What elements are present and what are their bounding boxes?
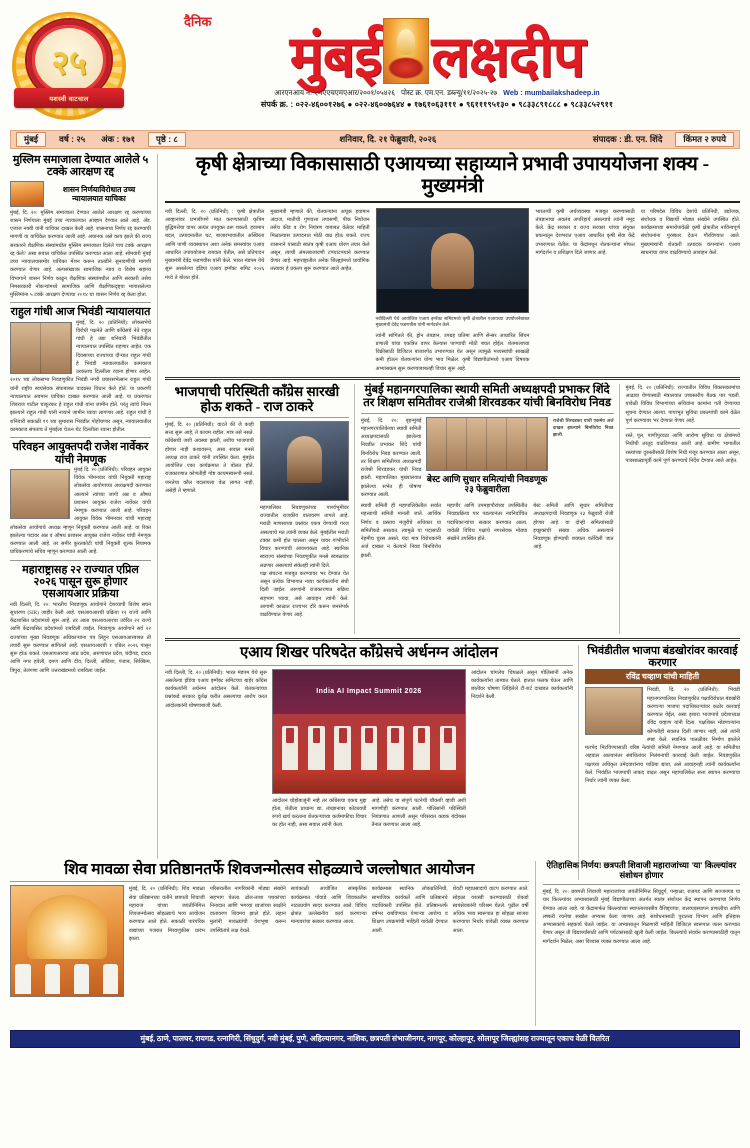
divider — [361, 413, 614, 414]
story-headline: राहुल गांधी आज भिवंडी न्यायालयात — [10, 306, 151, 319]
rajesh-narvekar-photo — [10, 469, 70, 519]
story-text: शेवटी महाप्रसादाचे वाटप करण्यात आले. सोहळा यशस्वी करण्यासाठी शेकडो स्वयंसेवकांनी परिश्रम घेतले. पुढील वर्षी अधिक भव्य स्वरूपात हा सोहळा साजरा करण्याचा निर्धार यावेळी व्यक्त करण्यात आला. — [452, 886, 529, 934]
divider — [10, 437, 151, 438]
main-content-grid — [10, 154, 740, 859]
bmc-felicitation-photo — [426, 417, 547, 471]
deity-image — [383, 18, 429, 84]
divider — [165, 638, 740, 641]
photo-caption: राजेश्री शिरवडकर यांची एकमेव अर्ज दाखल झाल्याने बिनविरोध निवड झाली. — [552, 417, 614, 437]
masthead-word-mumbai: मुंबई — [289, 26, 382, 90]
lead-column-4 — [535, 208, 634, 373]
divider — [165, 377, 740, 380]
cm-speech-photo — [376, 208, 530, 313]
badge-number: २५ — [51, 45, 87, 82]
photo-subject — [11, 323, 71, 373]
story-text: आहे. तसेच या संपूर्ण घटनेची चौकशी व्हावी अशी मागणीही करण्यात आली. पोलिसांनी परिस्थिती नियंत्रणात आणली असून परिसरात कडक बंदोबस्त तैनात करण्यात आला आहे. — [371, 797, 466, 829]
lead-column-2 — [270, 208, 369, 373]
shivjanmotsav-photo — [10, 885, 124, 997]
left-column — [10, 154, 158, 859]
story-text: स्थायी समिती ही महापालिकेतील सर्वात महत्त्वाची समिती मानली जाते. आर्थिक निर्णय व प्रस्ताव मंजुरीचे अधिकार या समितीकडे असतात. त्यामुळे या पदासाठी नेहमीच चुरस असते. यंदा मात्र विरोधकांनी अर्ज दाखल न केल्याने निवड बिनविरोध झाली. — [360, 503, 441, 559]
right-filler-column — [626, 384, 741, 634]
congress-protest-photo — [272, 669, 466, 794]
story-text: बेस्ट समिती आणि सुधार समितीच्या अध्यक्षपदाची निवडणूक २३ फेब्रुवारी रोजी होणार आहे. या दोन्ही समित्यांसाठी इच्छुकांची संख्या अधिक असल्याने निवडणूक होण्याची शक्यता वर्तविली जात आहे. — [533, 503, 614, 551]
rni-number: आरएनआय नं. एमएएचएमएआर/२००१/०५४२६ — [274, 88, 395, 97]
ravindra-chavan-photo — [585, 687, 643, 735]
story-text: आंदोलन चोहोबाजूंनी नव्हे तर काँग्रेसचा एकच मुद्दा होता, शेतीला प्राधान्य द्या. तंत्रज्ञानावर कोट्यवधी रुपये खर्च करताना शेतकऱ्यांच्या कर्जमाफीचा विचार का होत नाही, असा सवाल त्यांनी केला. — [272, 797, 367, 829]
anniversary-badge-logo — [10, 10, 128, 122]
lead-text: नवी दिल्ली, दि. २० (प्रतिनिधी) : कृषी क्षेत्रातील आव्हानांवर प्रभावीपणे मात करण्यासाठी कृत्रिम बुद्धिमत्तेचा वापर अत्यंत उपयुक्त ठरू शकतो. हवामान बदल, उत्पादनातील घट, बाजारभावातील अस्थिरता आणि पाणी व्यवस्थापन अशा अनेक समस्यांवर एआय आधारित उपाययोजना राबवता येतील, असे प्रतिपादन मुख्यमंत्री देवेंद्र फडणवीस यांनी केले. भारत मंडपम येथे सुरू असलेल्या इंडिया एआय इम्पॅक्ट समिट २०२६ मध्ये ते बोलत होते. — [165, 208, 265, 281]
story-text: मुंबई, दि. २०: बृहन्मुंबई महानगरपालिकेच्या स्थायी समिती अध्यक्षपदासाठी झालेल्या निवडीत प्रभाकर शिंदे यांची बिनविरोध निवड करण्यात आली. तर शिक्षण समितीच्या अध्यक्षपदी राजेश्री शिरवडकर यांची निवड झाली. महापालिका मुख्यालयात झालेल्या सभेत ही घोषणा करण्यात आली. — [360, 417, 422, 498]
story-body: मुंबई दि. २० (प्रतिनिधी): परिवहन आयुक्त विवेक भीमनवार यांची नियुक्ती महाराष्ट्र लोकसेवा आयोगाच्या अध्यक्षपदी करण्यात आल्याने त्यांच्या जागी अन्न व औषध प्रशासन आयुक्त राजेश नार्वेकर यांची नेमणूक करण्यात आली आहे. परिवहन आयुक्त विवेक भीमनवार यांची महाराष्ट्र लोकसेवा आयोगाचे अध्यक्ष म्हणून नियुक्ती करण्यात आली आहे. या रिक्त झालेल्या पदावर अन्न व औषध प्रशासन आयुक्त राजेश नार्वेकर यांची नेमणूक करण्यात आली आहे. तर समीर कुरतकोटी यांची नियुक्ती शुल्क नियामक प्राधिकरणाचे सचिव म्हणून करण्यात आली आहे. — [10, 466, 151, 556]
story-body: मुंबई, दि. २०: मुस्लिम समाजाला देण्यात आलेले आरक्षण रद्द करण्याच्या शासन निर्णयाला मुंबई उच्च न्यायालयात आव्हान देण्यात आले आहे. अँड. एजाज नक्वी यांनी याचिका दाखल केली आहे. शासनाचा निर्णय रद्द करण्याची मागणी या याचिकेत करण्यात आली आहे. अचानक असे काय झाले की राज्य सरकारने शैक्षणिक संस्थांमधील मुस्लिम समाजाला दिलेले पाच टक्के आरक्षण रद्द केले? असा सवाल याचिकेत उपस्थित करण्यात आला आहे. सोमवारी मुंबई उच्च न्यायालयासमोर याचिका मेंशन करून तातडीने सुनावणीची मागणी करण्यात येणार आहे. अल्पसंख्याक सामाजिक न्याय व विशेष सहाय्य विभागाने शासन निर्णय काढून शैक्षणिक संस्थांमधील आणि सरकारी तसेच निमसरकारी नोकऱ्यांमध्ये सामाजिक आणि शैक्षणिकदृष्ट्या मागासलेल्या मुस्लिमांना ५ टक्के आरक्षण देण्याचा २०१४ चा शासन निर्णय रद्द केला होता. — [10, 209, 151, 299]
lead-column-photo — [376, 208, 530, 373]
photo-caption: नवीदिल्ली येथे आयोजित एआय इम्पॅक्ट समिटमध्ये कृषी क्षेत्रातील एआयच्या उपयोजनेबाबत मुख्यमंत्री देवेंद्र फडणवीस यांनी मार्गदर्शन केले. — [375, 315, 530, 328]
masthead-title-block — [128, 10, 740, 110]
story-headline: एआय शिखर परिषदेत काँग्रेसचे अर्धनग्न आंदोलन — [239, 644, 499, 661]
edition-editor: संपादक : डी. एन. शिंदे — [592, 134, 663, 144]
rahul-gandhi-photo — [10, 322, 72, 374]
summit-banner-text: India AI Impact Summit 2026 — [273, 670, 465, 714]
story-text: मुंबई, दि. २०: छत्रपती शिवाजी महाराजांच्या जयंतीनिमित्त सिंधुदुर्ग, पन्हाळा, राजगड आणि सज्जनगड या चार किल्ल्यांवर अभ्यासासाठी मुंबई विद्यापीठाच्या अंतर्गत स्वतंत्र संशोधन केंद्र स्थापन करण्याचा निर्णय घेण्यात आला आहे. या केंद्रामार्फत किल्ल्यांच्या स्थापत्यशास्त्रीय वैशिष्ट्यांचा, जलव्यवस्थापन प्रणालीचा आणि लष्करी रचनेचा सखोल अभ्यास केला जाणार आहे. संशोधनासाठी पुरातत्त्व विभाग आणि इतिहास अभ्यासकांचे सहकार्य घेतले जाईल. या अभ्यासातून मिळणारी माहिती डिजिटल स्वरूपात जतन करण्यात येणार असून ती विद्यार्थ्यांसाठी आणि पर्यटकांसाठी खुली केली जाईल. किल्ल्यांचे संवर्धन करण्यासाठीही यातून मार्गदर्शन मिळेल, असा विश्वास व्यक्त करण्यात आला आहे. — [542, 889, 740, 945]
web-label: Web : — [503, 88, 523, 97]
story-subheadline: शासन निर्णयाविरोधात उच्च न्यायालयात याचिका — [62, 184, 136, 203]
story-muslim-reservation — [10, 154, 151, 299]
story-headline: महाराष्ट्रासह २२ राज्यात एप्रिल २०२६ पासून सुरू होणार एसआयआर प्रक्रिया — [22, 563, 139, 601]
temple-thumbnail — [10, 181, 44, 207]
divider — [626, 428, 741, 429]
edition-year: वर्ष : २५ — [59, 134, 86, 144]
story-text: नवी दिल्ली, दि. २० (प्रतिनिधी): भारत मंडपम येथे सुरू असलेल्या इंडिया एआय इम्पॅक्ट समिटच्या बाहेर काँग्रेस कार्यकर्त्यांनी अर्धनग्न आंदोलन केले. शेतकऱ्यांच्या प्रश्नांकडे सरकार दुर्लक्ष करीत असल्याचा आरोप करत आंदोलकांनी घोषणाबाजी केली. — [165, 669, 268, 709]
edition-date: शनिवार, दि. २१ फेब्रुवारी, २०२६ — [339, 134, 437, 144]
story-congress-protest — [165, 645, 579, 880]
masthead — [10, 6, 740, 126]
lead-headline: कृषी क्षेत्राच्या विकासासाठी एआयच्या सहाय्याने प्रभावी उपाययोजना शक्य - मुख्यमंत्री — [195, 154, 710, 197]
attendees — [15, 959, 118, 994]
divider — [165, 201, 740, 203]
lead-story — [165, 154, 740, 373]
story-fort-research — [543, 861, 740, 1026]
story-text: आंदोलन चांगलेच चिघळले असून पोलिसांनी अनेक कार्यकर्त्यांना ताब्यात घेतले. हातात फलक घेऊन आणि छातीवर घोषणा लिहिलेले टी-शर्ट दाखवत कार्यकर्त्यांनी निदर्शने केली. — [470, 669, 573, 701]
bottom-section — [10, 861, 740, 1026]
divider — [165, 417, 349, 418]
story-text: महापालिका निवडणुकांच्या पार्श्वभूमीवर राज्यातील राजकीय वातावरण तापले आहे. मराठी माणसाच्या प्रश्नांवर एकत्र येण्याची गरज असल्याचे मत त्यांनी व्यक्त केले. मुंबईतील मराठी टक्का कमी होत चालला असून यावर गांभीर्याने विचार करण्याची आवश्यकता आहे. स्थानिक स्वराज्य संस्थांच्या निवडणुकीत मनसे स्वबळावर लढणार असल्याचे संकेतही त्यांनी दिले. — [259, 504, 349, 569]
photo-subject — [11, 470, 69, 518]
story-raj-thackeray — [165, 384, 355, 634]
story-text: भिवंडी, दि. २० (प्रतिनिधी): भिवंडी महानगरपालिका निवडणुकीत पक्षाविरोधात बंडखोरी करणाऱ्या भाजपा पदाधिकाऱ्यांवर कठोर कारवाई करण्यात येईल, असा इशारा भाजपाचे प्रदेशाध्यक्ष रविंद्र चव्हाण यांनी दिला. पक्षशिस्त मोडणाऱ्यांना कोणतीही सवलत दिली जाणार नाही, असे त्यांनी स्पष्ट केले. स्थानिक पातळीवर निर्माण झालेले मतभेद मिटविण्यासाठी वरिष्ठ नेत्यांची समिती नेमण्यात आली आहे. या समितीचा अहवाल आल्यानंतर संबंधितांवर निलंबनाची कारवाई केली जाईल. निवडणुकीत पक्षाच्या अधिकृत उमेदवारांनाच पाठिंबा द्यावा, असे आवाहनही त्यांनी कार्यकर्त्यांना केले. भिवंडीत भाजपाची ताकद वाढत असून महापालिकेत सत्ता स्थापन करण्याचा निर्धार त्यांनी व्यक्त केला. — [585, 687, 740, 785]
story-rahul-gandhi — [10, 306, 151, 434]
story-body: नवी दिल्ली, दि. २०: भारतीय निवडणूक आयोगाने देशव्यापी विशेष सघन सुधारणा (SIR) जाहीर केली आहे. एसआयआरची प्रक्रिया १२ राज्ये आणि केंद्रशासित प्रदेशांमध्ये सुरू आहे. तर आता एसआयआरचा उर्वरित २२ राज्ये आणि केंद्रशासित प्रदेशांमध्ये राबविली जाईल. निवडणूक आयोगाने सर्व २२ राज्यांच्या मुख्य निवडणूक अधिकाऱ्यांना पत्र लिहून एसआयआरबाबत ती तयारी सुरू करण्यात सांगितले आहे. एसआयआरची १ एप्रिल २०२६ पासून सुरू होऊ शकते. एसआयआरचा आंध्र प्रदेश, अरुणाचल प्रदेश, चंदीगड, दादरा आणि नगर हवेली, दमण आणि दीव, दिल्ली, ओडिशा, पंजाब, सिक्किम, त्रिपुरा, तेलंगणा आणि उत्तराखंडमध्ये राबविला जाईल. — [10, 601, 151, 674]
lead-text: त्यांनी सांगितले की, ड्रोन तंत्रज्ञान, उपग्रह प्रतिमा आणि सेन्सर आधारित सिंचन प्रणाली यांचा एकत्रित वापर केल्यास पाण्याची मोठी बचत होईल. शेतमालाच्या विक्रीसाठी डिजिटल बाजारपेठ उभारण्यात येत असून त्यामुळे मध्यस्थांची साखळी कमी होऊन शेतकऱ्यांना योग्य भाव मिळेल. कृषी विद्यापीठांमध्ये एआय विषयक अभ्यासक्रम सुरू करण्याबाबतही विचार सुरू आहे. — [375, 332, 530, 372]
second-row — [165, 384, 740, 634]
website-link[interactable]: mumbailakshadeep.in — [524, 88, 600, 97]
edition-info-bar — [10, 130, 740, 149]
red-carpet — [273, 770, 465, 792]
story-text: महापौर आणि उपमहापौरांच्या उपस्थितीत निवडप्रक्रिया पार पडल्यानंतर नवनिर्वाचित पदाधिकाऱ्यांचा सत्कार करण्यात आला. यावेळी विविध पक्षांचे नगरसेवक मोठ्या संख्येने उपस्थित होते. — [447, 503, 528, 542]
postal-number: पोस्ट क्र. एम.एन. डब्ल्यू/११/२०२५-२७ — [400, 88, 498, 97]
story-text: पक्ष संघटना मजबूत करण्यावर भर देण्यात येत असून प्रत्येक विभागात नव्या कार्यकर्त्यांना संधी दिली जाईल. तरुणांनी राजकारणात सक्रिय सहभाग घ्यावा, असे आवाहन त्यांनी केले. आगामी काळात राज्यभर दौरे करून जनसंपर्क वाढविण्यात येणार आहे. — [259, 570, 349, 619]
story-transport-commissioner — [10, 441, 151, 556]
decorated-stage — [27, 895, 108, 959]
raj-thackeray-photo — [260, 421, 349, 501]
story-band-label: रविंद्र चव्हाण यांची माहिती — [585, 669, 740, 684]
story-columns — [361, 502, 614, 560]
filler-text: रस्ते, पूल, पाणीपुरवठा आणि आरोग्य सुविधा या क्षेत्रांमध्ये निधीची तरतूद वाढविण्यात आली आहे. ग्रामीण भागातील रस्त्यांच्या दुरुस्तीसाठी विशेष निधी मंजूर करण्यात आला असून, पावसाळ्यापूर्वी कामे पूर्ण करण्याचे निर्देश देण्यात आले आहेत. — [625, 433, 740, 464]
story-text: सायंकाळी आयोजित सांस्कृतिक कार्यक्रमात पोवाडे आणि शिवकालीन नाट्यप्रयोग सादर करण्यात आले. विविध क्षेत्रांत उल्लेखनीय कार्य करणाऱ्या मान्यवरांचा सत्कार करण्यात आला. — [290, 886, 367, 926]
divider — [543, 884, 740, 885]
story-headline: भाजपाची परिस्थिती काँग्रेस सारखी होऊ शकते - राज ठाकरे — [174, 383, 340, 414]
divider — [10, 881, 529, 882]
photo-subjects — [427, 418, 546, 470]
story-text: कार्यक्रमास स्थानिक लोकप्रतिनिधी, सामाजिक कार्यकर्ते आणि प्रतिष्ठानचे पदाधिकारी उपस्थित होते. प्रतिष्ठानतर्फे वर्षभर राबविण्यात येणाऱ्या आरोग्य व शिक्षण उपक्रमांची माहिती यावेळी देण्यात आली. — [371, 886, 448, 934]
story-headline: ऐतिहासिक निर्णय! छत्रपती शिवाजी महाराजांच्या 'या' किल्ल्यांवर संशोधन होणार — [546, 861, 737, 881]
divider — [10, 560, 151, 561]
third-row — [165, 645, 740, 880]
edition-pages: पृष्ठे : ८ — [148, 132, 186, 147]
filler-text: मुंबई, दि. २० (प्रतिनिधी): राज्यातील विविध विकासकामांचा आढावा घेण्यासाठी मंत्रालयात उच्चस्तरीय बैठक पार पडली. यावेळी विविध विभागांच्या सचिवांना कामांना गती देण्याच्या सूचना देण्यात आल्या. पायाभूत सुविधा प्रकल्पांची कामे वेळेत पूर्ण करण्यावर भर देण्यात येणार आहे. — [625, 384, 740, 424]
story-headline: परिवहन आयुक्तपदी राजेश नार्वेकर यांची नेमणूक — [12, 441, 149, 466]
edition-issue: अंक : १७१ — [101, 134, 136, 144]
story-sir-process — [10, 564, 151, 675]
lead-text: भारताची कृषी अर्थव्यवस्था मजबूत करण्यासाठी तंत्रज्ञानाचा अवलंब अपरिहार्य असल्याचे त्यांनी नमूद केले. केंद्र सरकार व राज्य सरकार यांच्या संयुक्त प्रयत्नातून देशभरात एआय आधारित कृषी सेवा केंद्रे उभारण्यात येतील. या केंद्रांमधून शेतकऱ्यांना मोफत मार्गदर्शन व प्रशिक्षण दिले जाणार आहे. — [535, 208, 635, 256]
masthead-word-lakshadeep: लक्षदीप — [431, 26, 585, 90]
protesters — [273, 714, 465, 771]
story-bhiwandi-bjp — [585, 645, 740, 880]
story-shivjanmotsav — [10, 861, 536, 1026]
story-bmc-committee — [361, 384, 620, 634]
photo-subject — [586, 688, 642, 734]
story-text: मुंबई, दि. २० (प्रतिनिधी): वाटते की जे काही सत्ता सुरू आहे, ते कायम राहील. मात्र तसे नसते. काँग्रेसची जशी अवस्था झाली, तशीच भाजपाची होणार नाही कशावरून, असा सवाल मनसे अध्यक्ष राज ठाकरे यांनी उपस्थित केला. मुंबईत आयोजित एका कार्यक्रमात ते बोलत होते. राजकारणात कोणतीही गोष्ट कायमस्वरूपी नसते. जनतेचा कौल बदलायला वेळ लागत नाही, असेही ते म्हणाले. — [165, 421, 254, 494]
lead-story-columns — [165, 208, 740, 373]
main-column — [165, 154, 740, 859]
distribution-footer: मुंबई, ठाणे, पालघर, रायगड, रत्नागिरी, सिंधुदुर्ग, नवी मुंबई, पुणे, अहिल्यानगर, नाशिक, छत्रपती संभाजीनगर, नागपूर, कोल्हापूर, सोलापूर जिल्ह्यांसह राज्यातून एकाच वेळी वितरित — [10, 1030, 740, 1048]
lead-column-5 — [641, 208, 740, 373]
story-headline: भिवंडीतील भाजपा बंडखोरांवर कारवाई करणार — [587, 644, 738, 670]
story-body: मुंबई, दि. २० (प्रतिनिधी): लोकसभेचे विरोधी पक्षनेते आणि काँग्रेसचे नेते राहुल गांधी हे उद्या शनिवारी भिवंडीतील न्यायालयात उपस्थित राहणार आहेत. एक दिवसाच्या राज्याच्या दौऱ्यात राहुल गांधी हे भिवंडी न्यायालयातील कामकाज उरकताच दिल्लीला रवाना होणार आहेत. २०१४ च्या लोकसभा निवडणुकीत भिवंडी नगरी प्रचारसभेत्सान राहुल गांधी यांनी राष्ट्रीय स्वयंसेवक संघाबाबत वादग्रस्त विधान केले होते. या प्रकरणी न्यायालयात अवमान याचिका दाखल करण्यात आली आहे. या प्रकरणात शिवराज पाटील चाकूरकर हे राहुल गांधी यांना जामीन होते. परंतु त्यांचे निधन झाल्याने राहुल गांधी यांनी नव्याने जामीन घ्यावा लागणार आहे. राहुल गांधी हे शनिवारी सकाळी ११ च्या सुमारास भिवंडीत पोहोचणार असून, न्यायालयातील कामकाज संपताच ते मुंबईला येऊन थेट दिल्लीला रवाना होतील. — [10, 319, 151, 433]
lead-column-1 — [165, 208, 264, 373]
badge-ribbon-text: यशस्वी वाटचाल — [14, 88, 124, 108]
masthead-title-row — [134, 10, 740, 90]
story-text: परिसरातील नागरिकांनी मोठ्या संख्येने सहभाग घेतला. ढोल-ताशा पथकांच्या निनादात आणि भगव्या ध्वजांच्या साक्षीने वातावरण शिवमय झाले होते. लहान मुलांनी मावळ्यांची वेशभूषा करून उपस्थितांचे लक्ष वेधले. — [209, 886, 286, 934]
story-headline: मुस्लिम समाजाला देण्यात आलेले ५ टक्के आरक्षण रद्द — [12, 154, 149, 179]
edition-city: मुंबई — [16, 132, 46, 147]
divider — [10, 302, 151, 303]
edition-price: किंमत २ रुपये — [675, 132, 734, 147]
divider — [165, 665, 573, 666]
story-text: मुंबई, दि. २० (प्रतिनिधी): शिव मावळा सेवा प्रतिष्ठानच्या वतीने छत्रपती शिवाजी महाराज यांच्या जयंतीनिमित्त शिवजन्मोत्सव सोहळ्याचे भव्य आयोजन करण्यात आले होते. सकाळी पारंपरिक वाद्यांच्या गजरात मिरवणुकीस प्रारंभ झाला. — [128, 886, 205, 942]
lead-text: या परिषदेस विविध देशांचे प्रतिनिधी, उद्योजक, संशोधक व विद्यार्थी मोठ्या संख्येने उपस्थित होते. कार्यक्रमाच्या समारोपावेळी कृषी क्षेत्रातील नाविन्यपूर्ण संशोधनांना पुरस्कार देऊन गौरविण्यात आले. मुख्यमंत्र्यांनी शेतकरी उत्पादक कंपन्यांना एआय साधनांचा वापर वाढविण्याचे आवाहन केले. — [640, 208, 741, 256]
story-subheadline: बेस्ट आणि सुधार समित्यांची निवडणूक २३ फेब्रुवारीला — [426, 473, 548, 495]
contact-numbers: संपर्क क्र. : ०२२-४६००१२७६ ● ०२२-४६००७६४४ ● १७६१०६३१११ ● ९६१११९५१३० ● ९८३३८९१८८८ ● ९८३३८५२९११ — [260, 100, 614, 110]
story-columns — [165, 421, 349, 620]
dainik-label: दैनिक — [184, 14, 212, 29]
story-headline: मुंबई महानगरपालिका स्थायी समिती अध्यक्षपदी प्रभाकर शिंदे तर शिक्षण समितीवर राजेश्री शिरवडकर यांची बिनविरोध निवड — [363, 383, 612, 409]
story-headline: शिव मावळा सेवा प्रतिष्ठानतर्फे शिवजन्मोत्सव सोहळ्याचे जल्लोषात आयोजन — [64, 861, 475, 878]
lead-text: मुख्यमंत्री म्हणाले की, शेतकऱ्यांना अचूक हवामान अंदाज, मातीची गुणवत्ता तपासणी, पीक नियोजन तसेच कीड व रोग नियंत्रण याबाबत वेळेवर माहिती मिळाल्यास उत्पादनात मोठी वाढ होऊ शकते. राज्य शासनाने यासाठी स्वतंत्र कृषी एआय धोरण तयार केले असून, त्याची अंमलबजावणी टप्प्याटप्प्याने करण्यात येणार आहे. महाराष्ट्रातील अनेक जिल्ह्यांमध्ये प्रायोगिक तत्त्वावर हे प्रकल्प सुरू करण्यात आले आहेत. — [270, 208, 370, 273]
